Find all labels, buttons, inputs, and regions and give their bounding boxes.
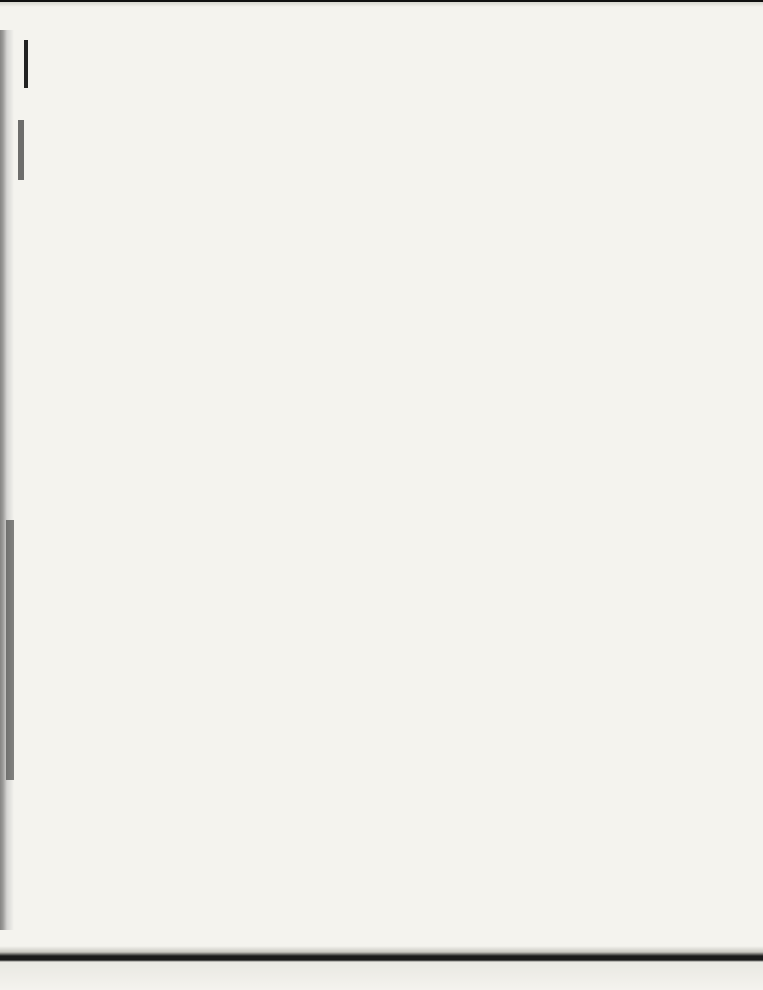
left-column (74, 180, 344, 248)
scan-mark (6, 520, 14, 780)
right-column (358, 182, 643, 309)
scan-mark (18, 120, 24, 180)
scan-edge-left (0, 30, 14, 930)
scan-mark (24, 40, 28, 88)
scan-edge-top (0, 0, 763, 7)
scan-edge-bottom (0, 946, 763, 990)
